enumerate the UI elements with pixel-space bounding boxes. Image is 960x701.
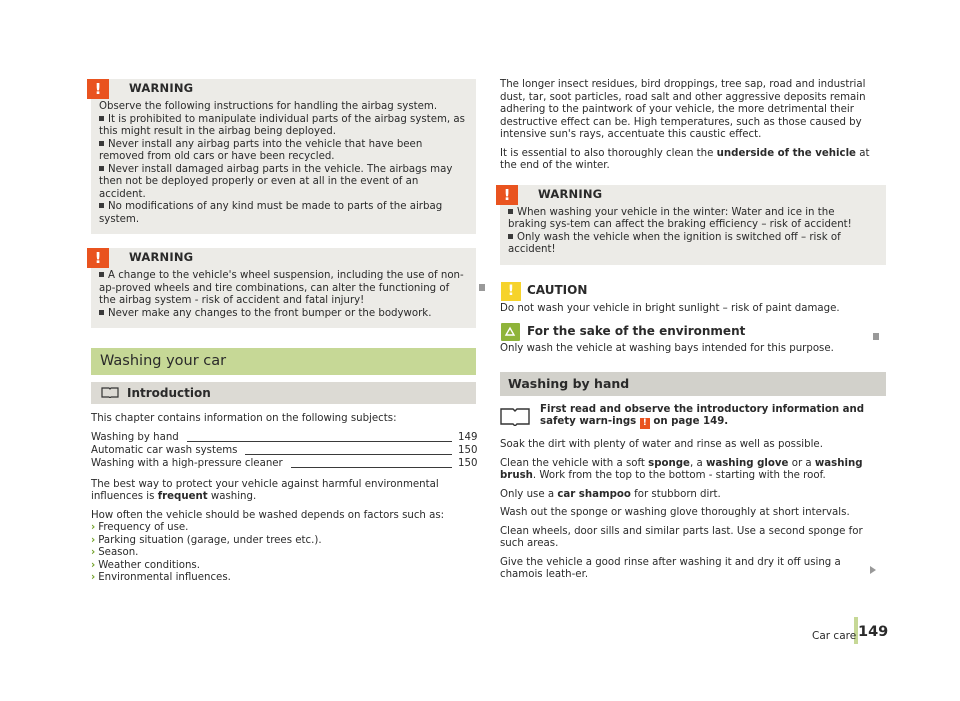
soak-paragraph: Soak the dirt with plenty of water and rinse as well as possible. [500,439,823,450]
section-end-mark [479,284,485,291]
page-link[interactable]: on page 149. [649,416,729,427]
warning-item: No modifications of any kind must be made to parts of the airbag system. [99,201,443,225]
warning-item: Only wash the vehicle when the ignition is switched off – risk of accident! [508,231,841,255]
warning-title: WARNING [538,186,603,201]
shampoo-paragraph: Only use a car shampoo for stubborn dirt. [500,488,721,500]
warning-icon: ! [87,248,109,268]
warning-icon: ! [640,418,650,429]
warning-box-airbag [91,79,476,234]
warning-item: It is prohibited to manipulate individual parts of the airbag system, as this might result in the airbag being deployed. [99,113,465,137]
intro-title: Introduction [127,386,211,400]
warning-icon: ! [87,79,109,99]
book-icon [101,383,119,405]
toc-row[interactable]: Washing by hand 149 [91,432,478,443]
warning-item: Never install any airbag parts into the vehicle that have been removed from old cars or have been recycled. [99,138,423,162]
washing-paragraph: The best way to protect your vehicle against harmful environmental influences is frequent washing. [91,478,439,502]
right-column [500,79,886,588]
caution-icon: ! [501,282,521,301]
underside-paragraph: It is essential to also thoroughly clean the underside of the vehicle at the end of the winter. [500,147,870,171]
factor-item: › Frequency of use. [91,522,189,533]
toc-lead: This chapter contains information on the following subjects: [91,413,397,424]
page-number: 149 [858,624,889,640]
environment-title: For the sake of the environment [527,324,746,338]
warning-box-winter [500,185,886,265]
clean-paragraph: Clean the vehicle with a soft sponge, a washing glove or a washing brush. Work from the top to the bottom - starting with the roof. [500,457,863,481]
intro-note: First read and observe the introductory information and safety warn-ings ! on page 149. [500,404,886,430]
warning-item: When washing your vehicle in the winter: Water and ice in the braking sys-tem can affect the braking efficiency – risk of accident! [508,206,852,230]
environment-header [500,321,886,343]
subsection-title: Washing by hand [500,372,886,396]
left-column [91,79,476,585]
warning-item: A change to the vehicle's wheel suspension, including the use of non-ap-proved wheels and tire combinations, can alter the functioning of the airbag system - risk of accident and fatal injury! [99,270,464,306]
caution-title: CAUTION [527,282,588,297]
warning-item: Never make any changes to the front bumper or the bodywork. [99,308,466,321]
continue-arrow-icon [870,566,876,574]
warning-icon: ! [496,185,518,205]
toc-row[interactable]: Automatic car wash systems 150 [91,445,478,456]
warning-title: WARNING [129,81,194,95]
rinse-paragraph: Give the vehicle a good rinse after washing it and dry it off using a chamois leath-er. [500,556,841,580]
environment-text: Only wash the vehicle at washing bays intended for this purpose. [500,343,834,354]
section-title: Washing your car [91,348,476,375]
factor-item: › Environmental influences. [91,572,231,583]
footer-label: Car care [812,630,857,642]
deposits-paragraph: The longer insect residues, bird droppings, tree sap, road and industrial dust, tar, soot particles, road salt and other aggressive deposits remain adhering to the paintwork of your vehicle, the more detrimental their destructive effect can be. High temperatures, such as those caused by intensive sun's rays, accentuate this caustic effect. [500,79,866,140]
recycle-icon [501,323,520,341]
caution-text: Do not wash your vehicle in bright sunlight – risk of paint damage. [500,302,840,314]
warning-intro: Observe the following instructions for handling the airbag system. [99,101,438,112]
toc-row[interactable]: Washing with a high-pressure cleaner 150 [91,458,478,469]
intro-bar [91,382,476,404]
warning-item: Never install damaged airbag parts in the vehicle. The airbags may then not be deployed properly or even at all in the event of an accident. [99,163,453,200]
wheels-paragraph: Clean wheels, door sills and similar parts last. Use a second sponge for such areas. [500,525,863,549]
warning-box-suspension [91,248,476,328]
factor-item: › Weather conditions. [91,559,200,571]
factor-item: › Parking situation (garage, under trees etc.). [91,534,322,546]
factor-item: › Season. [91,547,139,558]
caution-header [500,279,886,303]
factors-lead: How often the vehicle should be washed depends on factors such as: [91,509,445,521]
washout-paragraph: Wash out the sponge or washing glove thoroughly at short intervals. [500,507,850,518]
warning-title: WARNING [129,250,194,264]
book-icon [500,406,530,426]
